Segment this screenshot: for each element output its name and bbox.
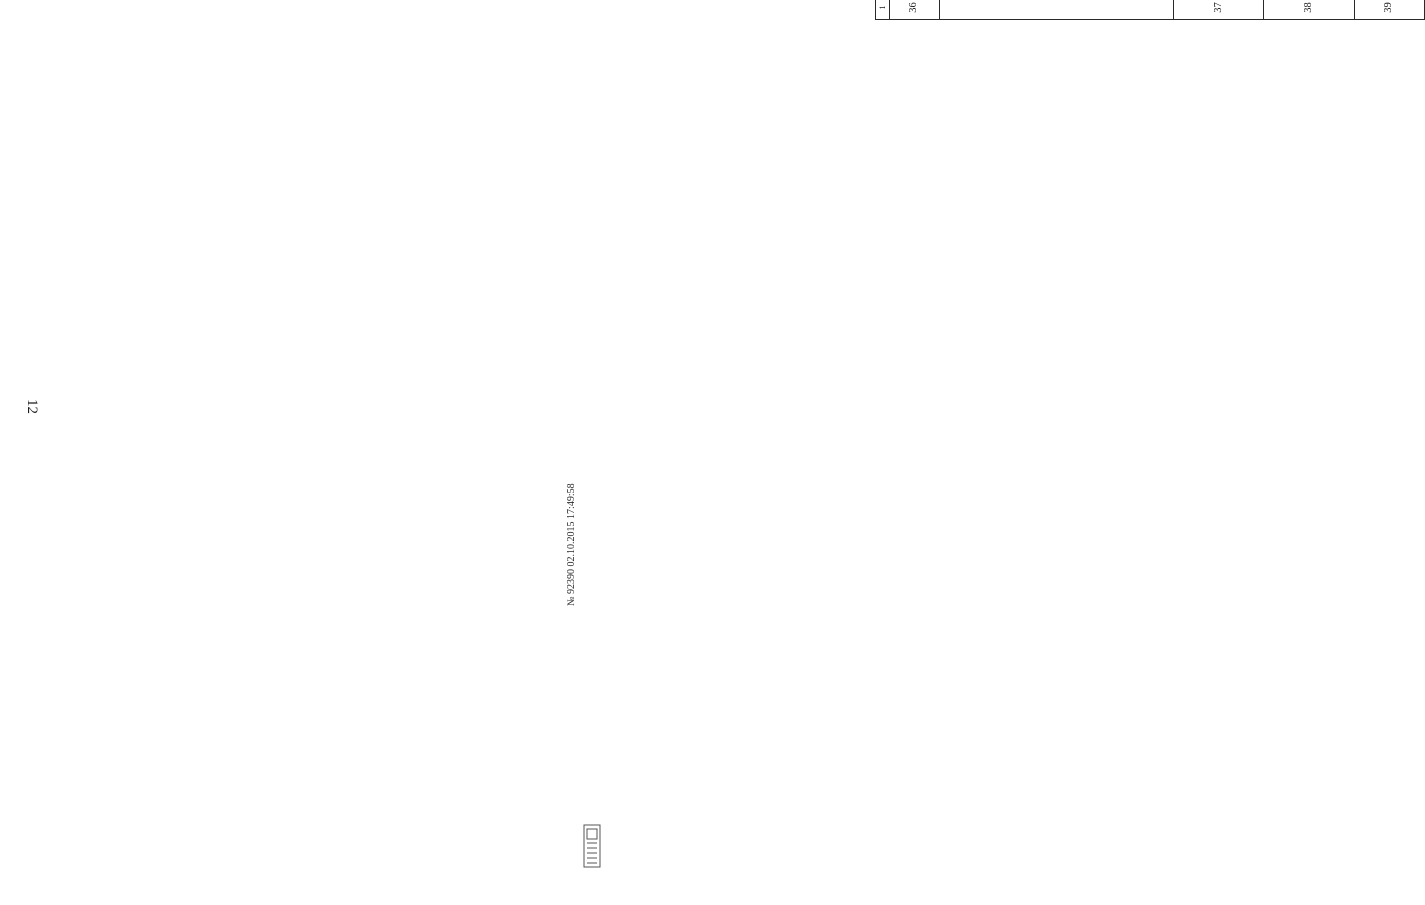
table-row <box>1173 0 1264 20</box>
column-number: 1 <box>876 0 890 20</box>
row-number: 39 <box>1354 0 1424 20</box>
row-number: 38 <box>1264 0 1355 20</box>
table-row <box>1354 0 1424 20</box>
table-row <box>890 0 940 20</box>
row-number: 36 <box>890 0 940 20</box>
rotated-page <box>60 2 1395 835</box>
table-row <box>1264 0 1355 20</box>
table-row-total <box>939 0 1173 20</box>
table-sheet <box>875 0 1425 20</box>
row-number <box>939 0 1173 20</box>
page-number: 12 <box>24 399 40 414</box>
registration-stamp-text: № 92390 02.10.2015 17:49:58 <box>566 483 577 606</box>
column-number-row <box>876 0 890 20</box>
housing-program-table <box>875 0 1425 20</box>
registry-logo-icon <box>581 823 603 869</box>
row-number: 37 <box>1173 0 1264 20</box>
